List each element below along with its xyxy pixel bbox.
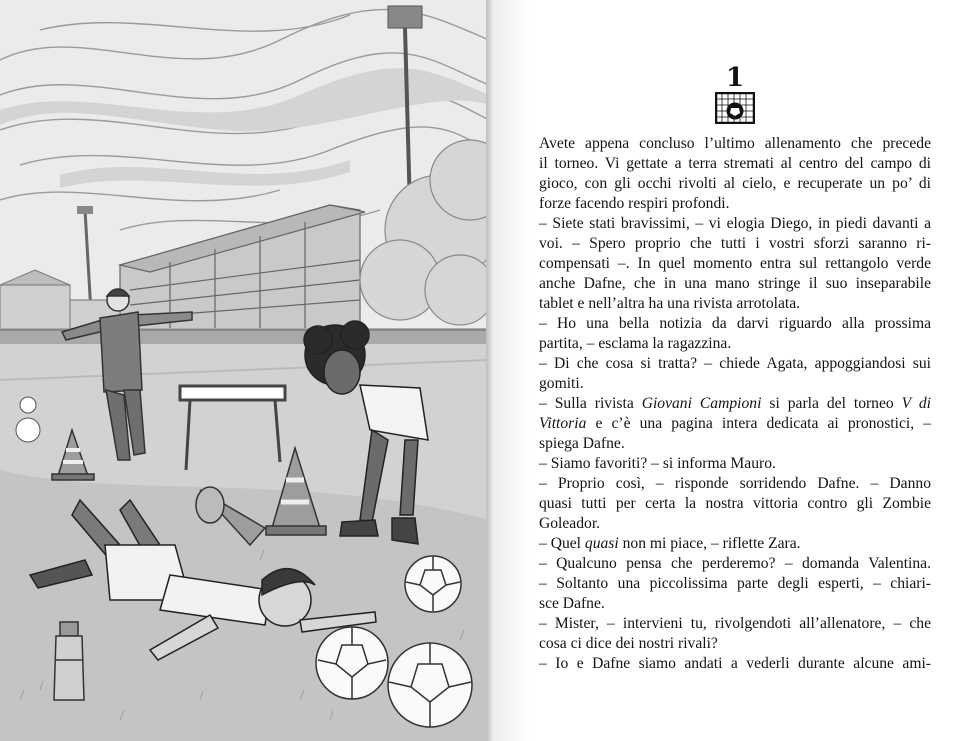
text-run: quasi tutti per certa la nostra vittoria contro gli Zombie — [539, 495, 931, 512]
text-line — [539, 274, 931, 294]
text-run: Goleador. — [539, 515, 601, 532]
text-line — [539, 614, 931, 634]
text-line — [539, 394, 931, 414]
chapter-heading — [712, 64, 758, 126]
text-run: tablet e nell’altra ha una rivista arrotolata. — [539, 295, 801, 312]
text-line — [539, 134, 931, 154]
text-line — [539, 154, 931, 174]
text-line — [539, 514, 931, 534]
text-run: – Qualcuno pensa che perderemo? – domanda Valentina. — [539, 555, 931, 572]
text-run: il torneo. Vi gettate a terra stremati al centro del campo di — [539, 155, 931, 172]
text-line — [539, 214, 931, 234]
text-run: – Di che cosa si tratta? – chiede Agata, appoggiandosi sui — [539, 355, 931, 372]
text-line — [539, 474, 931, 494]
italic-run: quasi — [584, 535, 619, 552]
italic-run: V di — [901, 395, 932, 412]
text-run: partita, – esclama la ragazzina. — [539, 335, 732, 352]
text-run: forze facendo respiri profondi. — [539, 195, 730, 212]
italic-run: Giovani Campioni — [641, 395, 762, 412]
text-line — [539, 314, 931, 334]
text-run: – Io e Dafne siamo andati a vederli durante alcune ami- — [539, 655, 931, 672]
text-line — [539, 554, 931, 574]
text-line — [539, 434, 931, 454]
soccer-ball — [316, 627, 388, 699]
text-line — [539, 254, 931, 274]
text-run: cosa ci dice dei nostri rivali? — [539, 635, 718, 652]
text-run: spiega Dafne. — [539, 435, 625, 452]
text-line — [539, 534, 931, 554]
text-run: gomiti. — [539, 375, 584, 392]
soccer-ball — [405, 556, 461, 612]
text-run: – Mister, – intervieni tu, rivolgendoti all’allenatore, – che — [539, 615, 931, 632]
text-line — [539, 414, 931, 434]
text-run: non mi piace, – riflette Zara. — [618, 535, 801, 552]
text-line — [539, 234, 931, 254]
text-run: Avete appena concluso l’ultimo allenamento che precede — [539, 135, 931, 152]
text-line — [539, 634, 931, 654]
text-line — [539, 454, 931, 474]
text-line — [539, 574, 931, 594]
soccer-ball — [388, 643, 472, 727]
text-line — [539, 654, 931, 674]
text-run: gioco, con gli occhi rivolti al cielo, e recuperate un po’ di — [539, 175, 931, 192]
text-line — [539, 354, 931, 374]
chapter-number: 1 — [725, 63, 745, 93]
text-run: voi. – Spero proprio che tutti i vostri sforzi saranno ri- — [539, 235, 931, 252]
text-line — [539, 194, 931, 214]
text-run: – Proprio così, – risponde sorridendo Dafne. – Danno — [539, 475, 931, 492]
text-run: sce Dafne. — [539, 595, 605, 612]
text-run: – Siete stati bravissimi, – vi elogia Diego, in piedi davanti a — [539, 215, 931, 232]
text-run: – Soltanto una piccolissima parte degli esperti, – chiari- — [539, 575, 931, 592]
text-run: si parla del torneo — [761, 395, 902, 412]
text-line — [539, 294, 931, 314]
text-run: compensati –. In quel momento entra sul rettangolo verde — [539, 255, 931, 272]
text-run: – Ho una bella notizia da darvi riguardo alla prossima — [539, 315, 931, 332]
text-run: e c’è una pagina intera dedicata ai pronostici, – — [586, 415, 931, 432]
text-line — [539, 594, 931, 614]
text-run: – Sulla rivista — [539, 395, 642, 412]
text-line — [539, 494, 931, 514]
text-run: – Quel — [539, 535, 585, 552]
text-run: – Siamo favoriti? – si informa Mauro. — [539, 455, 776, 472]
text-line — [539, 374, 931, 394]
text-run: anche Dafne, che in una mano stringe il suo inseparabile — [539, 275, 931, 292]
soccer-goal-icon — [715, 92, 755, 124]
text-line — [539, 334, 931, 354]
chapter-body-text — [539, 134, 931, 674]
italic-run: Vittoria — [539, 415, 587, 432]
text-line — [539, 174, 931, 194]
